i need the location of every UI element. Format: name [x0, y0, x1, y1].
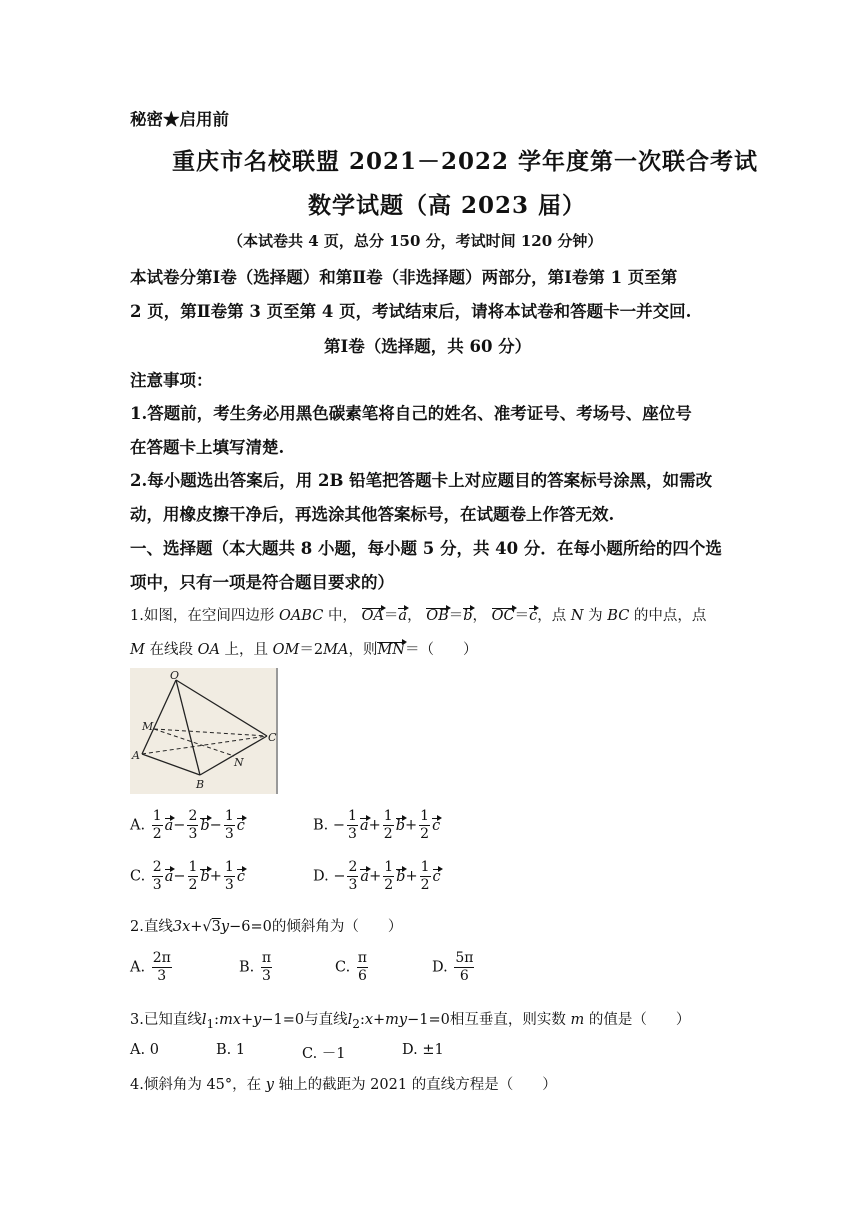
- q1-option-c: C. $\frac{2}{3}$ a− $\frac{1}{2}$ b+ $\frac{1}{3}$ c: [130, 859, 245, 893]
- q3-option-a: A. 0: [130, 1042, 159, 1058]
- q2-option-c: C. $\frac{\pi}{6}$: [335, 950, 367, 984]
- section-title: 第Ⅰ卷（选择题，共 60 分）: [324, 337, 532, 356]
- note-1-line-2: 在答题卡上填写清楚.: [130, 438, 285, 457]
- exam-subtitle: 数学试题（高 2023 届）: [308, 192, 587, 219]
- note-2-line-1: 2.每小题选出答案后，用 2B 铅笔把答题卡上对应题目的答案标号涂黑，如需改: [130, 471, 713, 490]
- q3-option-b: B. 1: [216, 1042, 246, 1058]
- exam-title: 重庆市名校联盟 2021－2022 学年度第一次联合考试: [172, 148, 759, 175]
- secret-label: 秘密★启用前: [130, 110, 229, 129]
- note-1-line-1: 1.答题前，考生务必用黑色碳素笔将自己的姓名、准考证号、考场号、座位号: [130, 404, 692, 423]
- notes-heading: 注意事项：: [130, 371, 213, 390]
- svg-text:C: C: [268, 731, 277, 744]
- q1-line-2: M 在线段 OA 上，且 OM＝2MA，则MN＝（ ）: [130, 642, 478, 658]
- q4-stem: 4.倾斜角为 45°，在 y 轴上的截距为 2021 的直线方程是（ ）: [130, 1077, 557, 1093]
- q2-option-d: D. $\frac{5\pi}{6}$: [432, 950, 474, 984]
- part-1-line-1: 一、选择题（本大题共 8 小题，每小题 5 分，共 40 分．在每小题所给的四个选: [130, 539, 722, 558]
- note-2-line-2: 动，用橡皮擦干净后，再选涂其他答案标号，在试题卷上作答无效.: [130, 505, 615, 524]
- intro-line-2: 2 页，第Ⅱ卷第 3 页至第 4 页，考试结束后，请将本试卷和答题卡一并交回.: [130, 302, 692, 321]
- svg-text:M: M: [142, 720, 154, 733]
- q2-stem: 2.直线3x+√3y−6=0的倾斜角为（ ）: [130, 919, 403, 935]
- intro-line-1: 本试卷分第Ⅰ卷（选择题）和第Ⅱ卷（非选择题）两部分，第Ⅰ卷第 1 页至第: [130, 268, 678, 287]
- q3-option-c: C. －1: [302, 1046, 346, 1062]
- q2-option-b: B. $\frac{\pi}{3}$: [239, 950, 272, 984]
- part-1-line-2: 项中，只有一项是符合题目要求的）: [130, 573, 394, 592]
- q1-option-b: B. − $\frac{1}{3}$ a+ $\frac{1}{2}$ b+ $\frac{1}{2}$ c: [313, 808, 441, 842]
- q3-stem: 3.已知直线$l_1:mx+y-1=0$与直线$l_2:x+my-1=0$相互垂直，则实数 m 的值是（ ）: [130, 1012, 691, 1031]
- exam-info: （本试卷共 4 页，总分 150 分，考试时间 120 分钟）: [228, 232, 603, 250]
- svg-text:B: B: [196, 778, 205, 791]
- q1-option-d: D. − $\frac{2}{3}$ a+ $\frac{1}{2}$ b+ $\frac{1}{2}$ c: [313, 859, 441, 893]
- q1-line-1: 1.如图，在空间四边形 OABC 中， OA＝a， OB＝b， OC＝c，点 N 为 BC 的中点，点: [130, 608, 707, 624]
- q2-option-a: A. $\frac{2\pi}{3}$: [130, 950, 171, 984]
- q1-option-a: A. $\frac{1}{2}$ a− $\frac{2}{3}$ b− $\frac{1}{3}$ c: [130, 808, 245, 842]
- svg-text:N: N: [234, 756, 244, 769]
- svg-text:O: O: [170, 669, 180, 682]
- svg-text:A: A: [132, 749, 140, 762]
- tetrahedron-figure: [130, 668, 280, 794]
- q3-option-d: D. ±1: [402, 1042, 444, 1058]
